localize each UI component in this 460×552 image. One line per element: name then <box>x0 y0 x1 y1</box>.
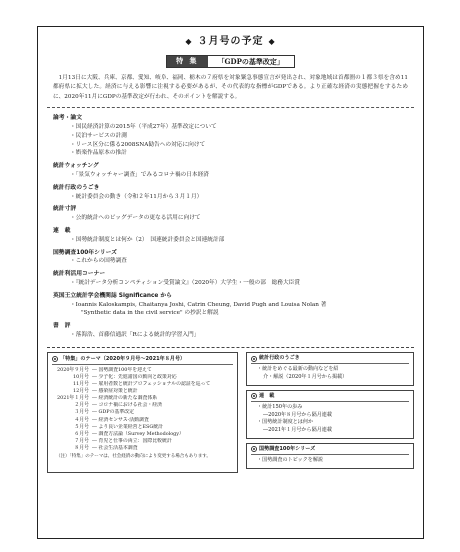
theme-text: ― より良い企業経営とESG統計 <box>92 423 164 430</box>
toc-section-head: 統計ウォッチング <box>53 163 99 170</box>
right-column <box>246 352 414 473</box>
theme-row <box>52 374 233 381</box>
info-box-title: 連 載 <box>259 392 275 399</box>
theme-date: 2021年１月号 <box>56 395 89 402</box>
toc-section-head: 統計寸評 <box>53 206 77 213</box>
info-box-title: 国勢調査100年シリーズ <box>259 445 316 452</box>
info-box-title: 統計行政のうごき <box>259 354 300 361</box>
toc-item: ・「景気ウォッチャー調査」でみるコロナ禍の日本経済 <box>70 172 209 178</box>
bullet-circle-icon <box>251 393 257 399</box>
themes-box <box>47 352 238 473</box>
toc-section-head: 英国王立統計学会機関誌 Significance から <box>53 292 172 299</box>
theme-date: 12月号 <box>72 388 89 395</box>
theme-row <box>52 367 233 374</box>
theme-date: ２月号 <box>74 402 89 409</box>
toc-section-head: 論考・論文 <box>53 115 82 122</box>
feature-body: 1月13日に大阪、兵庫、京都、愛知、岐阜、福岡、栃木の７府県を対象緊急事態宣言が発出され、対象地域は首都圏の１都３県を含め11都府県に拡大した。経済に与える影響に注視する必要があるが、その代表的な指標がGDPである。より正確な経済の実態把握をするために、2020年11月にGDPの基準改定が行われ、そのポイントを解説する。 <box>53 75 408 100</box>
info-box <box>246 390 414 439</box>
toc-item: ・『統計データ分析コンペティション受賞論文』（2020年）大学生・一般の部 総務大臣賞 <box>70 279 301 286</box>
bullet-circle-icon <box>251 356 257 362</box>
diamond-right-icon: ◆ <box>268 37 276 46</box>
theme-text: ― 調査方法論（Survey Methodology） <box>92 430 184 437</box>
feature-banner <box>47 55 414 68</box>
theme-date: ６月号 <box>74 430 89 437</box>
theme-text: ― 雇用者数と統計プロフェッショナルの認証を巡って <box>92 381 211 388</box>
theme-row <box>52 445 233 452</box>
diamond-left-icon: ◆ <box>185 37 193 46</box>
toc-item: ・統計委員会の動き（令和２年11月から３月１月） <box>70 193 203 200</box>
theme-text: ― 育児と仕事の両立：国際比較統計 <box>92 437 172 444</box>
theme-text: ― 社会生活基本調査 <box>92 444 138 451</box>
theme-text: ― 経済統計の新たな調査体系 <box>92 395 158 402</box>
info-box-line: ・国勢統計制度とは何か <box>257 419 314 426</box>
theme-date: ７月号 <box>74 437 89 444</box>
feature-title: 「GDPの基準改定」 <box>217 57 284 66</box>
toc-section-head: 連 載 <box>53 227 71 234</box>
theme-date: 2020年９月号 <box>56 366 89 373</box>
theme-row <box>52 431 233 438</box>
theme-text: ― 国勢調査100年を迎えて <box>92 366 152 373</box>
theme-row <box>52 409 233 416</box>
theme-text: ― 少子化：先進諸国の動向と政策対応 <box>92 373 177 380</box>
themes-list <box>52 367 233 452</box>
info-box-line: ―2021年１月号から隔月連載 <box>263 426 332 433</box>
themes-box-title: 「特集」のテーマ（2020年９月号～2021年８月号） <box>60 355 186 362</box>
theme-date: 11月号 <box>72 381 89 388</box>
theme-row <box>52 424 233 431</box>
toc-item: ・これからの国勢調査 <box>70 258 127 265</box>
divider <box>47 107 414 108</box>
info-box-line: 介・解説（2020年１月号から掲載） <box>263 373 348 380</box>
toc-item: ・Ioannis Kaloskampis, Chaitanya Joshi, Catrin Cheung, David Pugh and Louisa Nolan 著 <box>70 301 327 308</box>
toc-section-head: 統計利活用コーナー <box>53 271 106 278</box>
themes-note: （注）「特集」のテーマは、社会経済の動向により変更する場合もあります。 <box>56 453 211 459</box>
info-box <box>246 352 414 386</box>
theme-row <box>52 417 233 424</box>
toc-item: ・民泊サービスの計測 <box>70 132 127 139</box>
bullet-circle-icon <box>52 356 58 362</box>
theme-text: ― 経済センサス-活動調査 <box>92 416 149 423</box>
toc-item: ・国勢統計制度とは何か（2） 国連統計委員会と国連統計部 <box>70 236 225 243</box>
toc-section-head: 統計行政のうごき <box>53 184 100 191</box>
bullet-circle-icon <box>251 446 257 452</box>
theme-text: ― 感染症対策と統計 <box>92 388 138 395</box>
toc-item: ・公的統計へのビッグデータの更なる活用に向けて <box>70 215 201 222</box>
theme-text: ― コロナ禍における社会・経済 <box>92 402 163 409</box>
info-box-line: ・国勢調査のトピックを解説 <box>257 457 324 464</box>
themes-box-head <box>52 356 233 365</box>
theme-date: ８月号 <box>74 444 89 451</box>
info-box-head <box>251 355 409 365</box>
issue-title-row <box>47 35 414 49</box>
toc-section-head: 書 評 <box>53 323 71 330</box>
info-box <box>246 443 414 469</box>
feature-box <box>166 55 295 68</box>
info-box-head <box>251 393 409 403</box>
toc-item: ・娯楽作品原本の推計 <box>70 150 127 157</box>
table-of-contents <box>47 114 414 340</box>
info-box-line: ・統計をめぐる最新の動向などを紹 <box>257 366 339 373</box>
theme-text: ― GDPの基準改定 <box>92 409 135 416</box>
theme-date: 10月号 <box>72 373 89 380</box>
toc-item: ・リース区分に係る2008SNA勧告への対応に向けて <box>70 141 206 148</box>
theme-date: ３月号 <box>74 409 89 416</box>
issue-title: ３月号の予定 <box>197 36 264 47</box>
theme-row <box>52 438 233 445</box>
toc-item: ・落海浩、首藤信通訳「Rによる統計的学習入門」 <box>70 331 200 338</box>
info-box-head <box>251 446 409 456</box>
toc-item: ・国民経済計算の2015年（平成27年）基準改定について <box>70 124 217 131</box>
divider <box>47 347 414 348</box>
toc-item: "Synthetic data in the civil service" の抄訳と解説 <box>81 310 219 317</box>
theme-date: ５月号 <box>74 423 89 430</box>
theme-date: ４月号 <box>74 416 89 423</box>
page-frame <box>37 26 424 539</box>
info-box-line: ―2020年８月号から隔月連載 <box>263 411 332 418</box>
toc-section-head: 国勢調査100年シリーズ <box>53 249 117 256</box>
info-box-line: ・統計150年の歩み <box>257 404 303 411</box>
feature-tag: 特 集 <box>167 56 207 67</box>
bottom-section <box>47 352 414 473</box>
